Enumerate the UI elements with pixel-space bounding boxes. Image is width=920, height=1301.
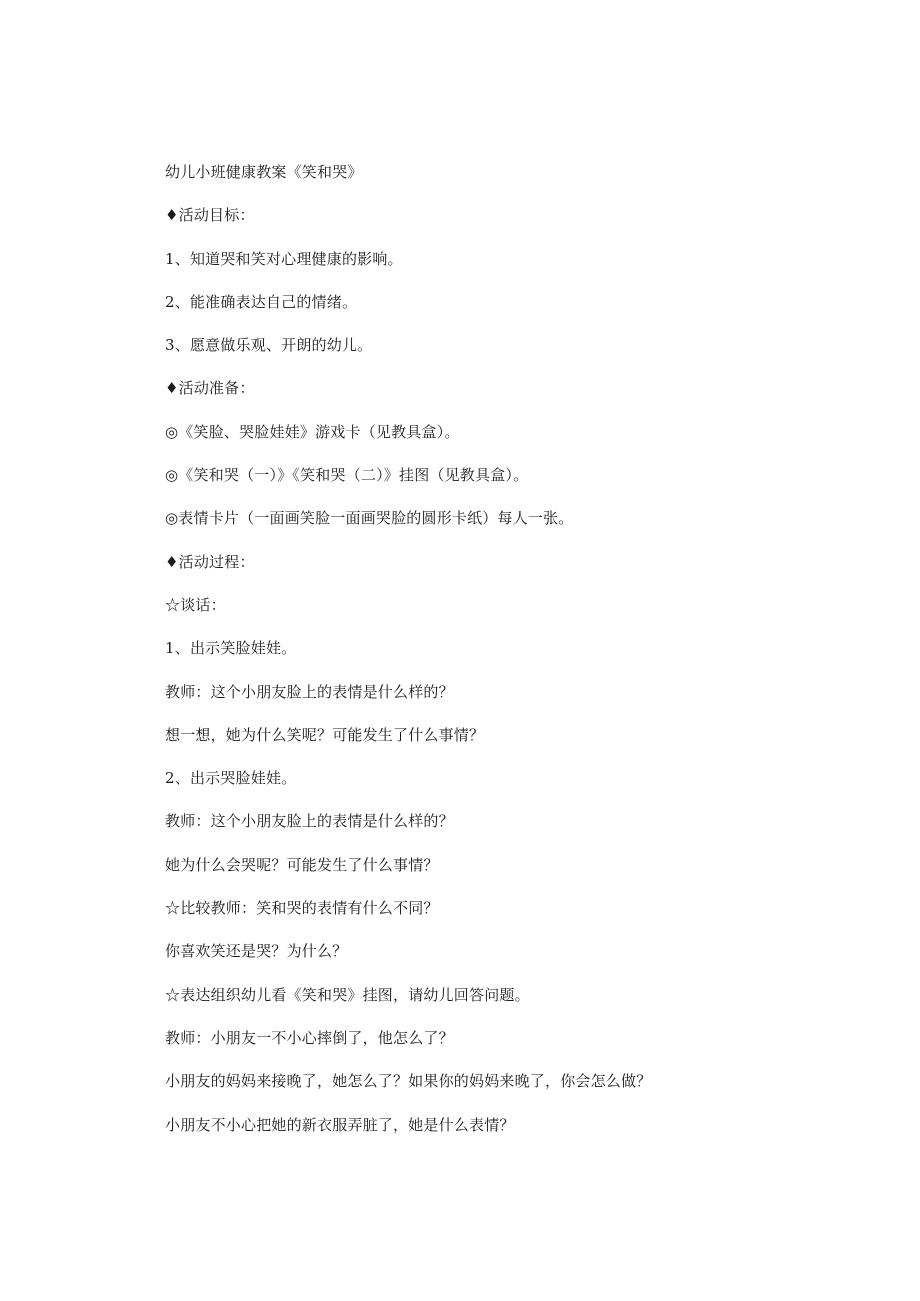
preparation-item: ◎表情卡片（一面画笑脸一面画哭脸的圆形卡纸）每人一张。: [165, 509, 574, 528]
goal-item: 1、知道哭和笑对心理健康的影响。: [165, 249, 403, 268]
document-title: 幼儿小班健康教案《笑和哭》: [165, 163, 363, 181]
section-heading-preparation: ♦活动准备：: [165, 379, 255, 398]
preparation-item: ◎《笑和哭（一）》《笑和哭（二）》挂图（见教具盒）。: [165, 466, 529, 485]
process-text: 你喜欢笑还是哭？为什么？: [165, 942, 348, 961]
process-text: 教师：小朋友一不小心摔倒了，他怎么了？: [165, 1028, 454, 1047]
process-text: 小朋友的妈妈来接晚了，她怎么了？如果你的妈妈来晚了，你会怎么做？: [165, 1072, 652, 1091]
section-heading-process: ♦活动过程：: [165, 552, 255, 571]
goal-item: 3、愿意做乐观、开朗的幼儿。: [165, 336, 373, 355]
document-body: [165, 160, 865, 1156]
process-step: 1、出示笑脸娃娃。: [165, 639, 297, 658]
section-heading-goals: ♦活动目标：: [165, 206, 255, 225]
process-text: 她为什么会哭呢？可能发生了什么事情？: [165, 855, 439, 874]
process-text: 想一想，她为什么笑呢？可能发生了什么事情？: [165, 725, 485, 744]
process-text: 教师：这个小朋友脸上的表情是什么样的？: [165, 812, 454, 831]
process-subheading: ☆谈话：: [165, 595, 226, 614]
process-text: 小朋友不小心把她的新衣服弄脏了，她是什么表情？: [165, 1115, 515, 1134]
preparation-item: ◎《笑脸、哭脸娃娃》游戏卡（见教具盒）。: [165, 422, 460, 441]
process-subheading: ☆比较教师：笑和哭的表情有什么不同？: [165, 899, 439, 918]
process-text: 教师：这个小朋友脸上的表情是什么样的？: [165, 682, 454, 701]
goal-item: 2、能准确表达自己的情绪。: [165, 292, 358, 311]
process-step: 2、出示哭脸娃娃。: [165, 769, 297, 788]
process-subheading: ☆表达组织幼儿看《笑和哭》挂图，请幼儿回答问题。: [165, 985, 530, 1004]
